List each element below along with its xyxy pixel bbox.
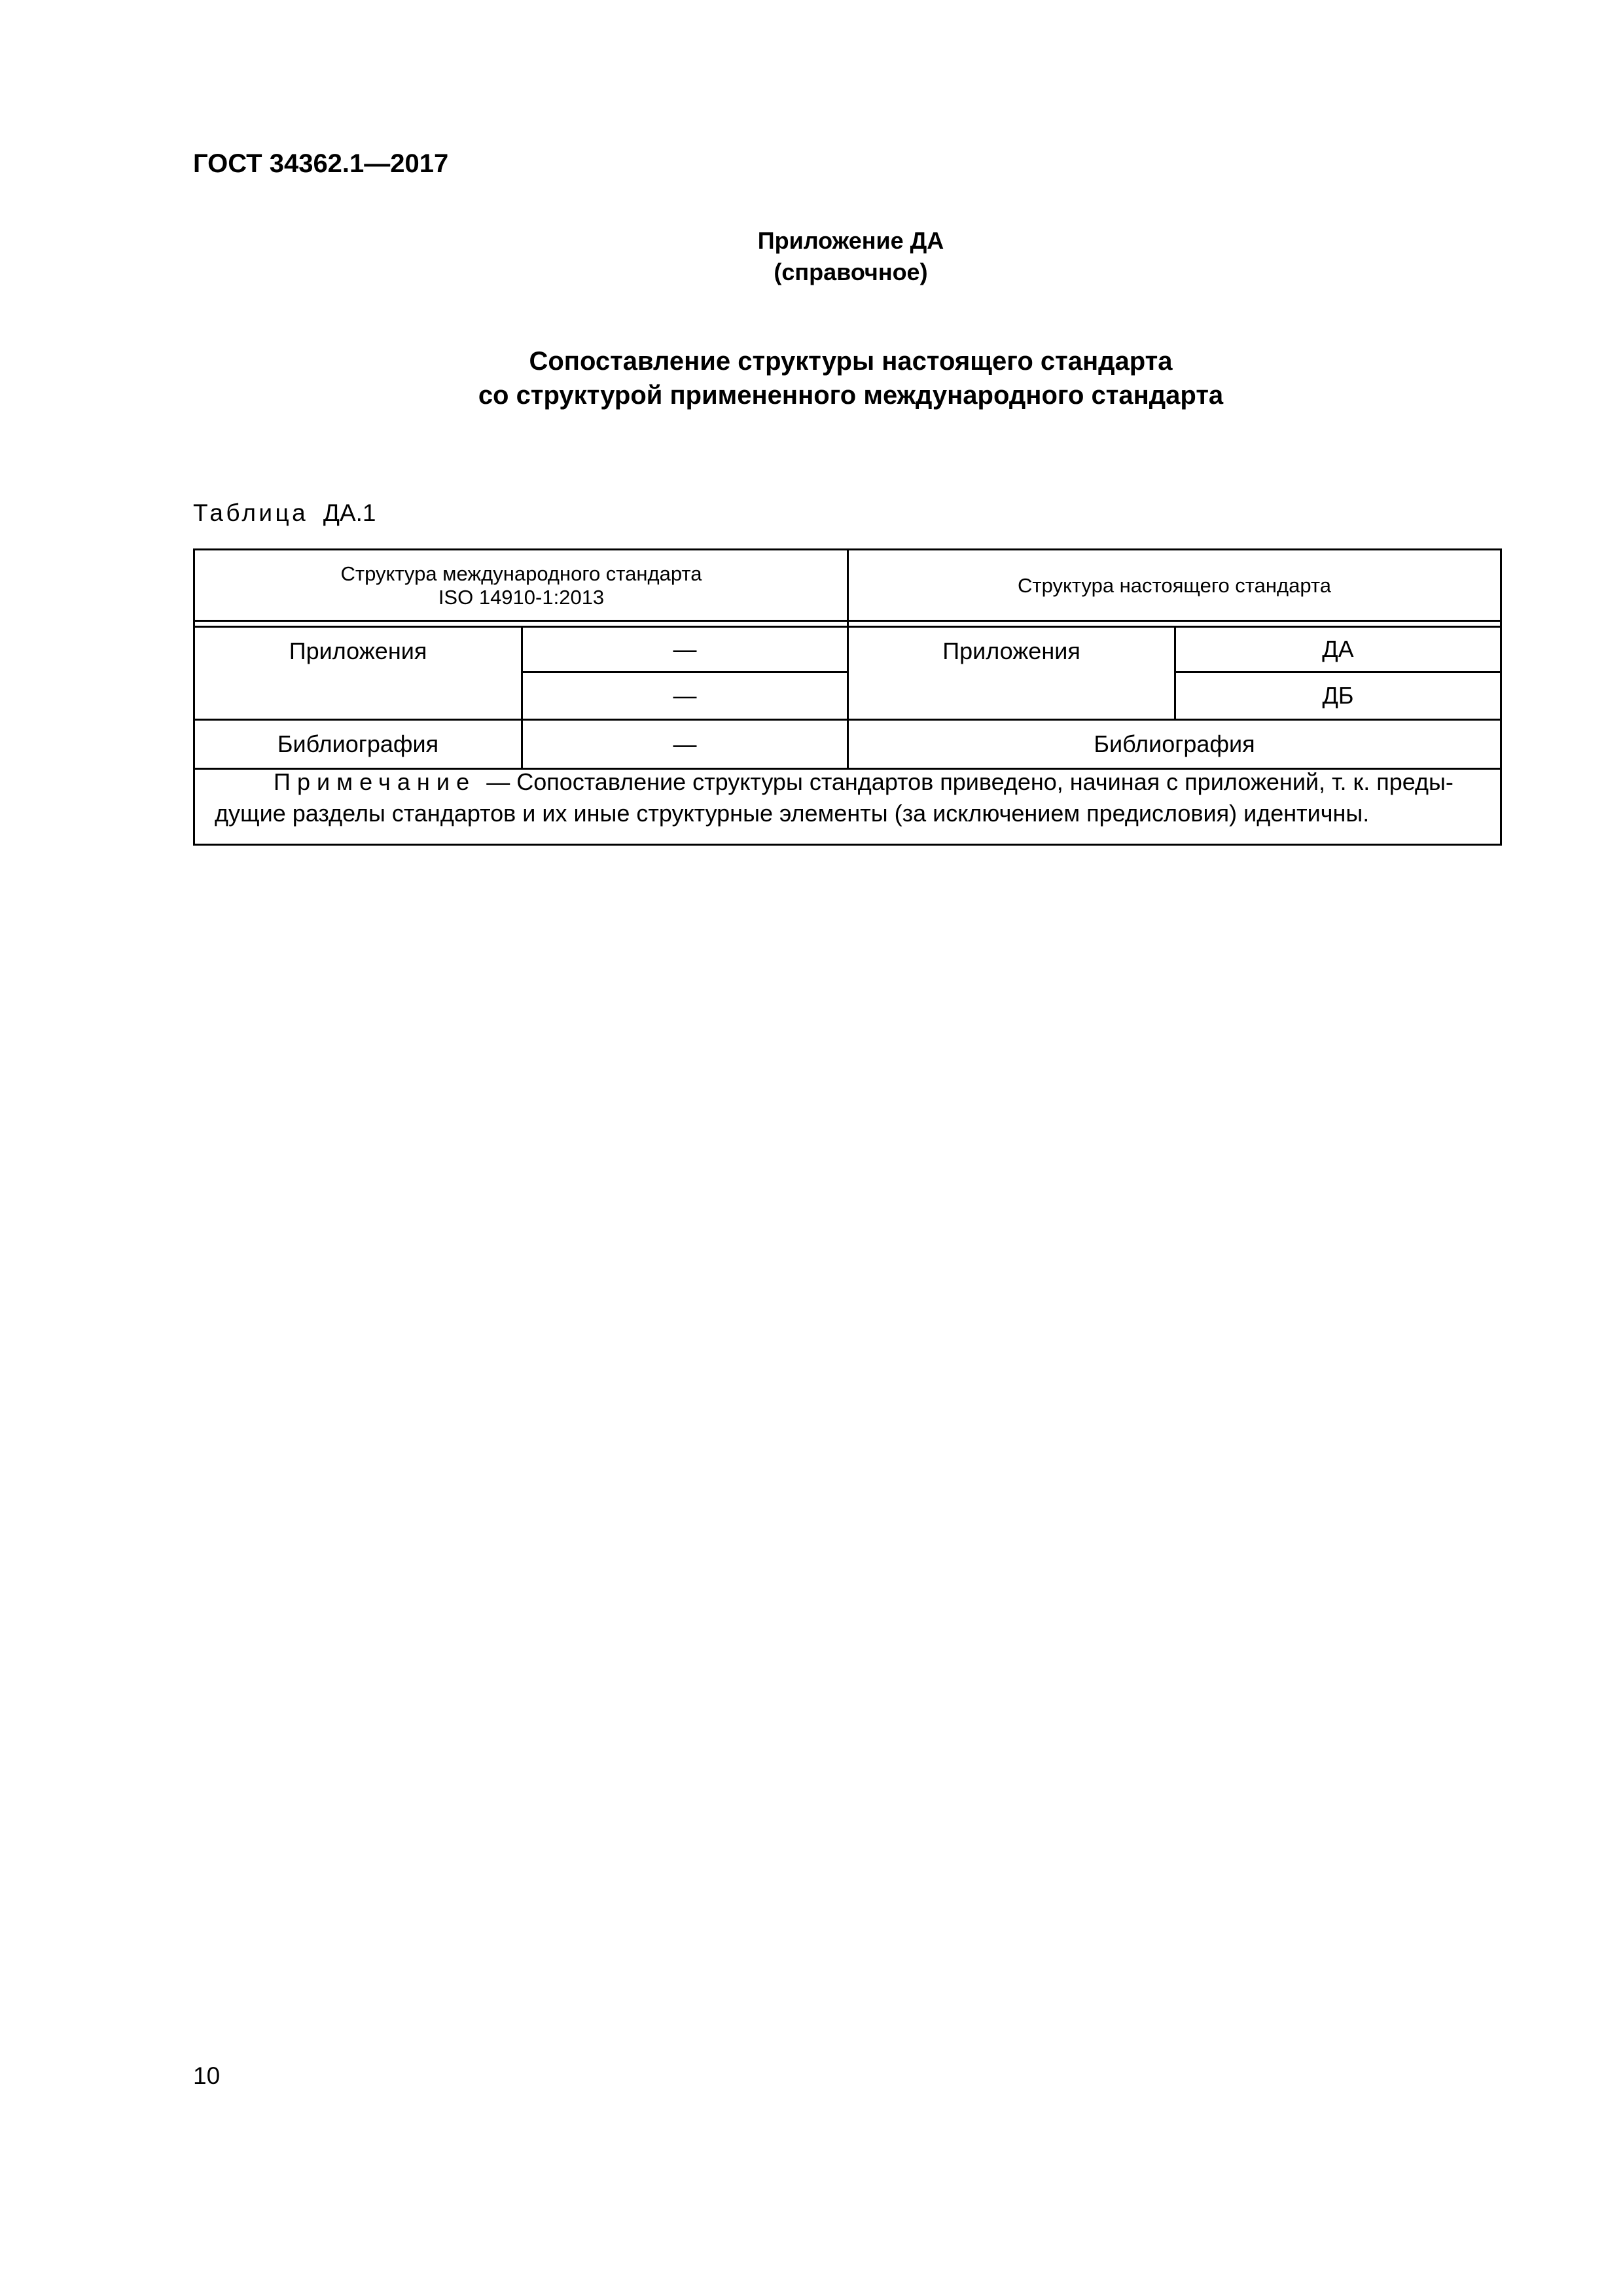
page-number: 10 bbox=[193, 2062, 221, 2089]
annex-title-line-1: Сопоставление структуры настоящего стандарта bbox=[529, 347, 1173, 376]
table-caption-number: ДА.1 bbox=[323, 499, 376, 526]
header-international-line-2: ISO 14910-1:2013 bbox=[438, 585, 605, 609]
table-caption-label: Таблица bbox=[193, 499, 309, 526]
table-caption bbox=[193, 499, 376, 528]
cell-intl-bibliography: Библиография bbox=[277, 730, 439, 757]
structure-comparison-table bbox=[193, 548, 1502, 846]
document-code: ГОСТ 34362.1—2017 bbox=[193, 149, 449, 178]
note-text-line-2: дущие разделы стандартов и их иные структурные элементы (за исключением предисловия) идентичны. bbox=[215, 800, 1370, 827]
cell-intl-appendix-1: — bbox=[673, 636, 697, 662]
cell-national-appendices: Приложения bbox=[942, 637, 1080, 664]
table-note bbox=[215, 766, 1484, 829]
annex-title-block bbox=[0, 344, 1623, 412]
cell-national-bibliography: Библиография bbox=[1094, 730, 1255, 757]
note-label: Примечание bbox=[274, 768, 476, 795]
cell-intl-appendix-2: — bbox=[673, 682, 697, 709]
header-international-structure bbox=[195, 550, 847, 620]
header-national-structure: Структура настоящего стандарта bbox=[1018, 573, 1331, 597]
annex-kind: (справочное) bbox=[774, 259, 928, 285]
cell-national-appendix-da: ДА bbox=[1322, 636, 1354, 662]
header-international-line-1: Структура международного стандарта bbox=[340, 562, 702, 585]
cell-intl-appendices: Приложения bbox=[289, 637, 427, 664]
annex-title-line-2: со структурой примененного международного стандарта bbox=[478, 381, 1224, 410]
cell-national-appendix-db: ДБ bbox=[1322, 682, 1354, 709]
annex-heading bbox=[0, 225, 1623, 288]
annex-title: Приложение ДА bbox=[757, 227, 944, 254]
note-text-line-1: — Сопоставление структуры стандартов приведено, начиная с приложений, т. к. преды- bbox=[486, 768, 1454, 795]
cell-intl-bibliography-item: — bbox=[673, 730, 697, 757]
